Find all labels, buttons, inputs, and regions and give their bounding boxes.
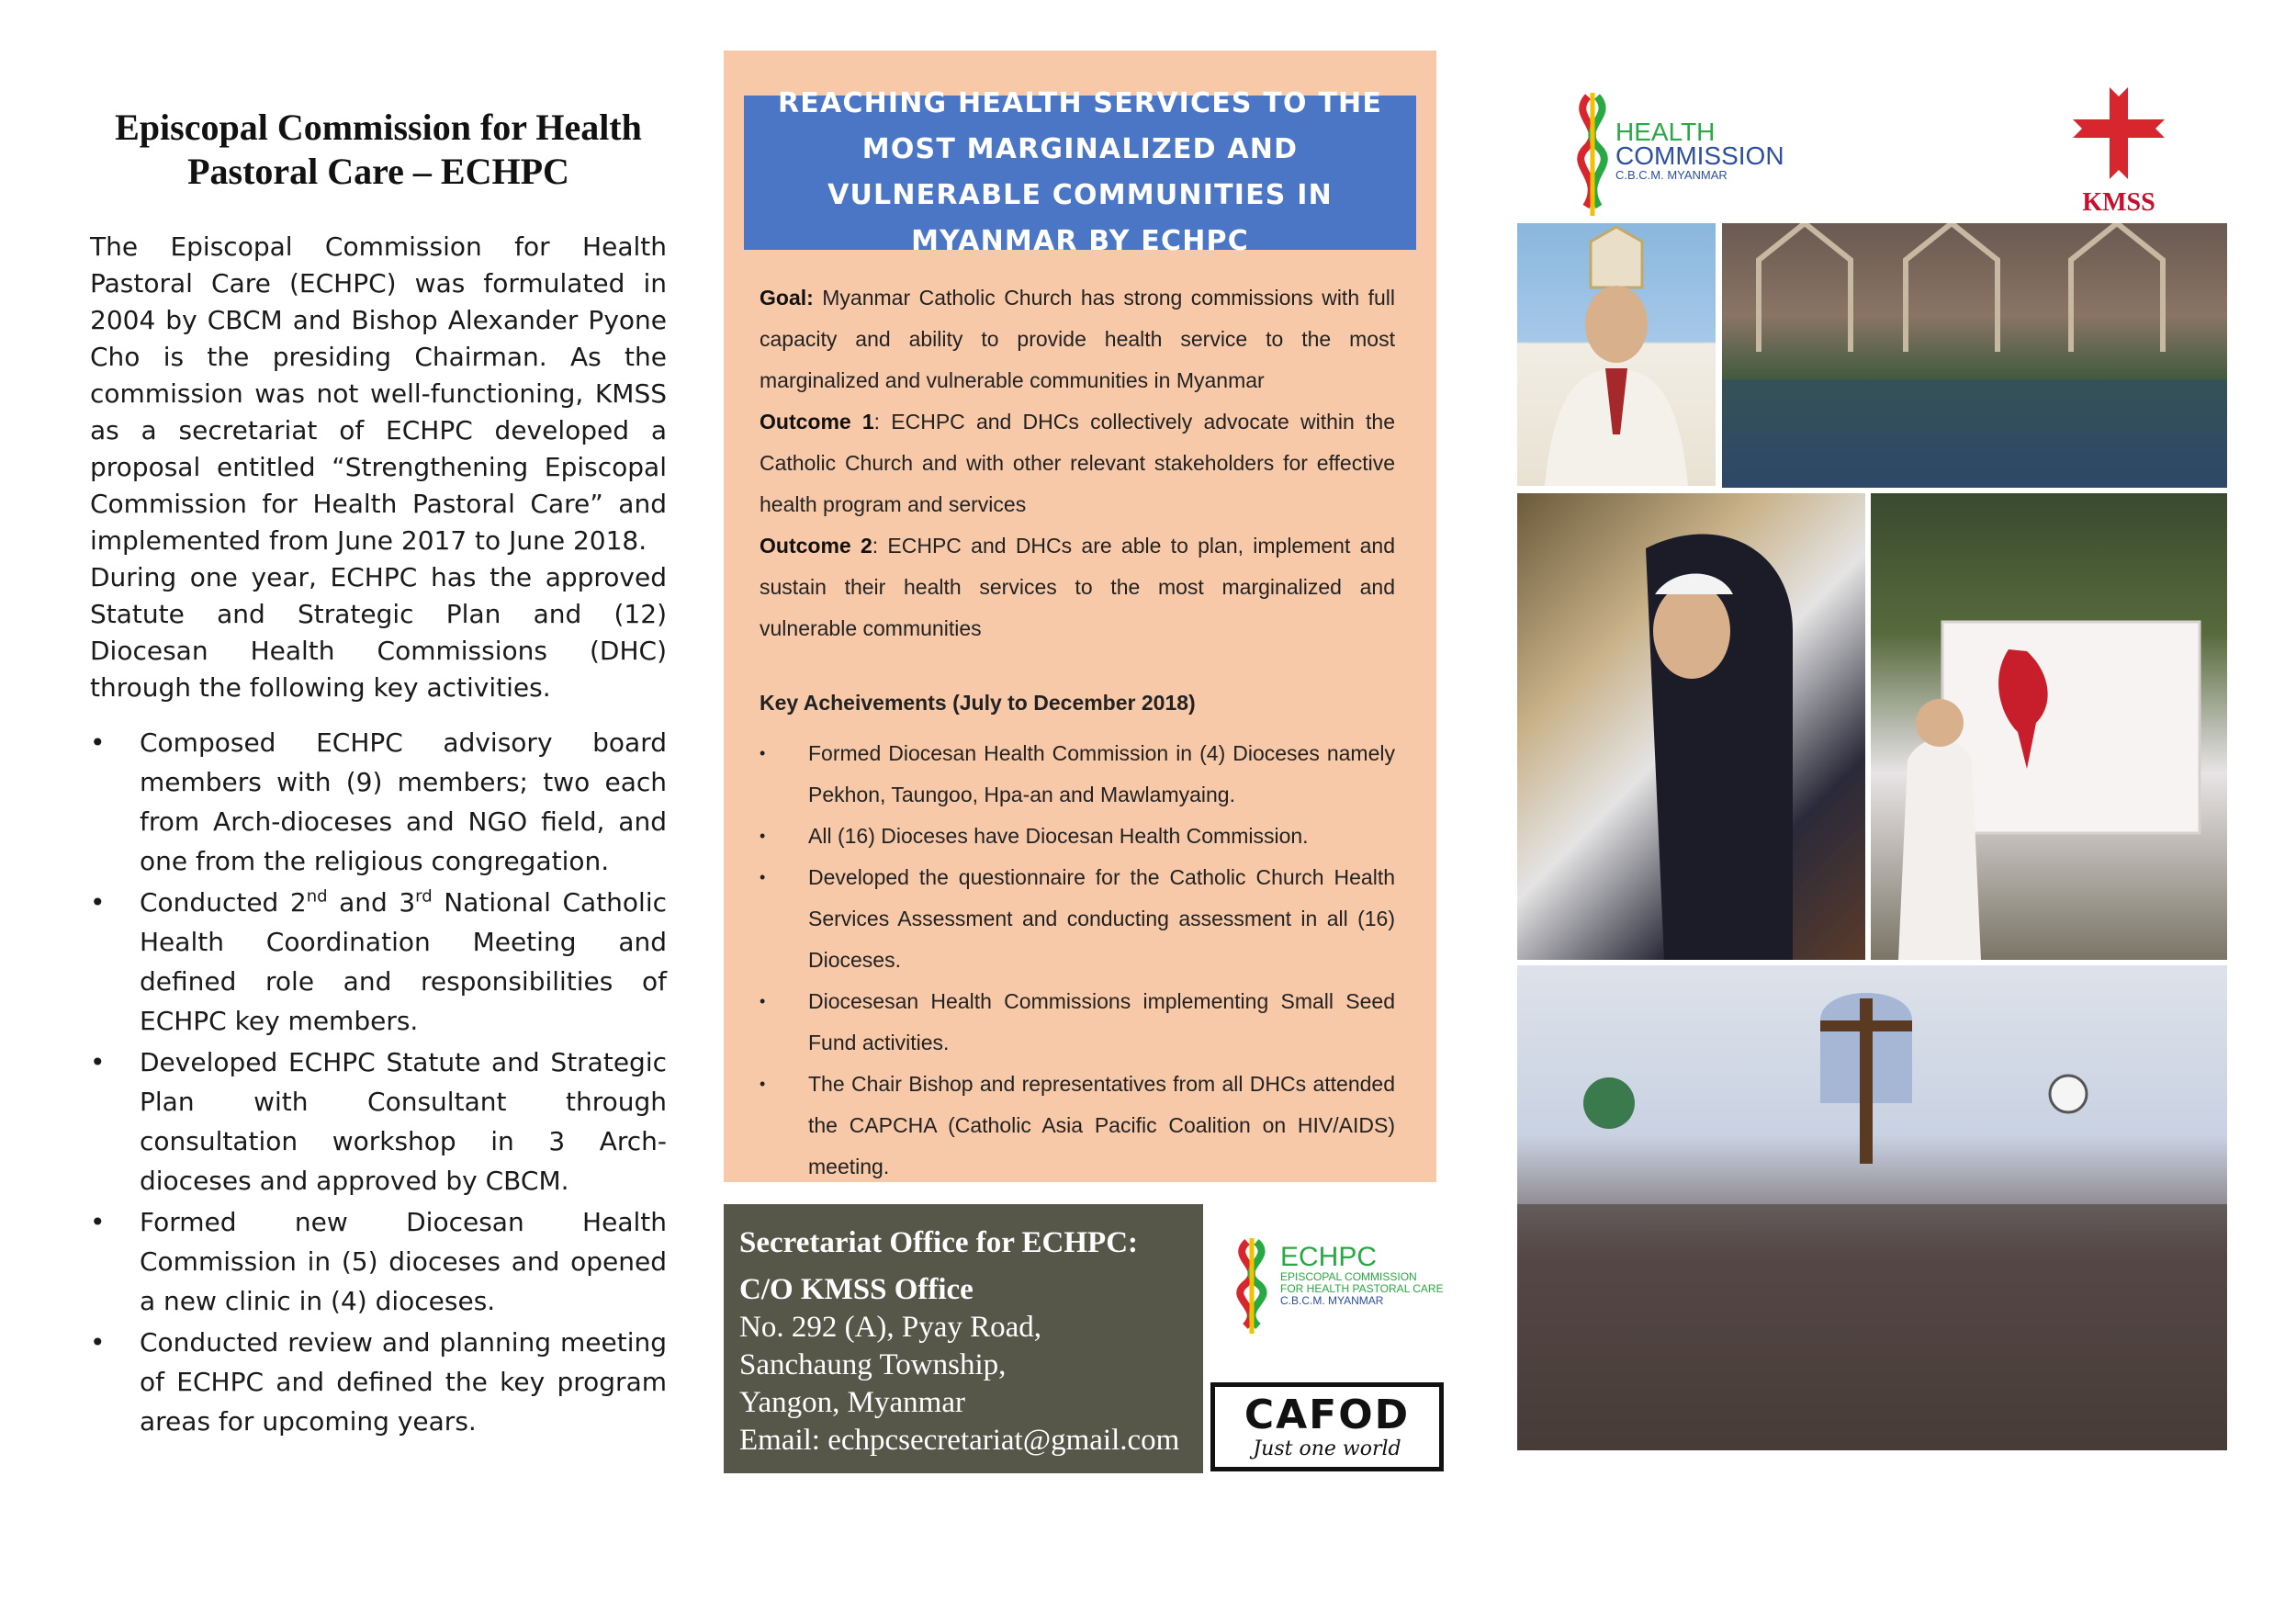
echpc-emblem-icon bbox=[1220, 1231, 1458, 1341]
cafod-tagline: Just one world bbox=[1253, 1437, 1401, 1460]
activity-item bbox=[90, 1323, 667, 1441]
goal-label: Goal: bbox=[760, 286, 814, 310]
bullet-icon: • bbox=[760, 827, 766, 845]
achievement-text: Diocesesan Health Commissions implementing Small Seed Fund activities. bbox=[808, 989, 1395, 1054]
cafod-logo bbox=[1210, 1382, 1444, 1471]
address-line-1: No. 292 (A), Pyay Road, bbox=[739, 1311, 1042, 1344]
kmss-logo bbox=[2064, 83, 2174, 220]
achievement-item bbox=[760, 857, 1395, 981]
activity-item bbox=[90, 1043, 667, 1200]
bullet-icon: • bbox=[90, 887, 106, 918]
goal-statement bbox=[760, 277, 1395, 401]
activity-text-part: National Catholic Health Coordination Meeting and defined role and responsibilities of ECHPC key members. bbox=[140, 887, 668, 1036]
left-column bbox=[90, 106, 667, 1443]
achievement-text: All (16) Dioceses have Diocesan Health Commission. bbox=[808, 824, 1309, 848]
goal-text: Myanmar Catholic Church has strong commissions with full capacity and ability to provide health service to the most marginalized and vulnerable communities in Myanmar bbox=[760, 286, 1395, 392]
intro-text bbox=[90, 229, 667, 706]
achievement-text: Formed Diocesan Health Commission in (4) Dioceses namely Pekhon, Taungoo, Hpa-an and Mawlamyaing. bbox=[808, 741, 1395, 806]
health-line-2: COMMISSION bbox=[1615, 141, 1784, 170]
achievement-item bbox=[760, 816, 1395, 857]
outcome-1 bbox=[760, 401, 1395, 525]
address-line-2: Sanchaung Township, bbox=[739, 1348, 1007, 1381]
activity-text-part: and 3 bbox=[327, 887, 416, 918]
caritas-cross-icon bbox=[2068, 83, 2169, 184]
cafod-name: CAFOD bbox=[1244, 1392, 1411, 1438]
activities-list bbox=[90, 723, 667, 1441]
achievements-heading: Key Acheivements (July to December 2018) bbox=[760, 691, 1196, 715]
bishop-portrait-photo bbox=[1517, 223, 1716, 486]
banner-heading bbox=[744, 87, 1416, 257]
bullet-icon: • bbox=[760, 992, 766, 1010]
address-line-3: Yangon, Myanmar bbox=[739, 1386, 965, 1419]
goals-panel bbox=[724, 51, 1436, 1182]
achievements-list bbox=[760, 733, 1395, 1188]
health-line-3: C.B.C.M. MYANMAR bbox=[1615, 168, 1728, 182]
goals-body bbox=[760, 277, 1395, 1188]
activity-text bbox=[140, 887, 667, 1036]
outcome-1-label: Outcome 1 bbox=[760, 410, 874, 434]
echpc-name: ECHPC bbox=[1280, 1242, 1378, 1272]
activity-item bbox=[90, 1202, 667, 1321]
bullet-icon: • bbox=[760, 1075, 766, 1093]
activity-item bbox=[90, 883, 667, 1041]
activity-text: Developed ECHPC Statute and Strategic Plan with Consultant through consultation workshop in 3 Arch-dioceses and approved by CBCM. bbox=[140, 1047, 667, 1196]
nurse-treating-patient-photo bbox=[1517, 493, 1865, 960]
health-line-1: HEALTH bbox=[1615, 118, 1716, 146]
achievement-text: Developed the questionnaire for the Catholic Church Health Services Assessment and conducting assessment in all (16) Dioceses. bbox=[808, 865, 1395, 972]
kmss-name: KMSS bbox=[2082, 188, 2155, 217]
ordinal-suffix: rd bbox=[415, 886, 433, 907]
achievement-item bbox=[760, 1064, 1395, 1188]
intro-paragraph-2: During one year, ECHPC has the approved Statute and Strategic Plan and (12) Diocesan Health Commissions (DHC) through the following key activities. bbox=[90, 562, 667, 703]
secretariat-heading: Secretariat Office for ECHPC: bbox=[739, 1226, 1139, 1259]
echpc-subtitle-3: C.B.C.M. MYANMAR bbox=[1280, 1294, 1384, 1307]
outcome-2-label: Outcome 2 bbox=[760, 534, 872, 558]
echpc-subtitle-1: EPISCOPAL COMMISSION bbox=[1280, 1270, 1417, 1283]
crucifix-icon bbox=[1517, 965, 2227, 1450]
intro-paragraph-1: The Episcopal Commission for Health Pastoral Care (ECHPC) was formulated in 2004 by CBCM and Bishop Alexander Pyone Cho is the presiding Chairman. As the commission was not well-functioning, KMSS as a secretariat of ECHPC developed a proposal entitled “Strengthening Episcopal Commission for Health Pastoral Care” and implemented from June 2017 to June 2018. bbox=[90, 231, 667, 556]
activity-text: Conducted review and planning meeting of ECHPC and defined the key program areas for upcoming years. bbox=[140, 1327, 667, 1437]
activity-item bbox=[90, 723, 667, 881]
activity-text: Composed ECHPC advisory board members with (9) members; two each from Arch-dioceses and NGO field, and one from the religious congregation. bbox=[140, 727, 667, 876]
priest-speaking-photo bbox=[1871, 493, 2227, 960]
health-commission-logo bbox=[1568, 87, 1797, 225]
health-commission-emblem-icon bbox=[1568, 87, 1797, 225]
bullet-icon: • bbox=[90, 1047, 106, 1077]
secretariat-office: C/O KMSS Office bbox=[739, 1273, 974, 1306]
bullet-icon: • bbox=[90, 1327, 106, 1358]
achievement-item bbox=[760, 733, 1395, 816]
ordinal-suffix: nd bbox=[306, 886, 328, 907]
banner-text: REACHING HEALTH SERVICES TO THE MOST MARGINALIZED AND VULNERABLE COMMUNITIES IN MYANMAR BY ECHPC bbox=[777, 87, 1383, 257]
page-title: Episcopal Commission for Health Pastoral Care – ECHPC bbox=[115, 107, 642, 192]
nurse-figure-icon bbox=[1517, 493, 1865, 960]
outcome-2-text: : ECHPC and DHCs are able to plan, implement and sustain their health services to the most marginalized and vulnerable communities bbox=[760, 534, 1395, 640]
echpc-logo bbox=[1220, 1231, 1458, 1341]
email-text: Email: echpcsecretariat@gmail.com bbox=[739, 1424, 1180, 1457]
bullet-icon: • bbox=[760, 868, 766, 886]
bullet-icon: • bbox=[90, 727, 106, 758]
church-arches-icon bbox=[1722, 223, 2227, 488]
activity-text-part: Conducted 2 bbox=[140, 887, 307, 918]
bishop-figure-icon bbox=[1517, 223, 1716, 486]
ribbon-banner-icon bbox=[1871, 493, 2227, 960]
bullet-icon: • bbox=[760, 744, 766, 762]
echpc-subtitle-2: FOR HEALTH PASTORAL CARE bbox=[1280, 1282, 1444, 1295]
outcome-2 bbox=[760, 525, 1395, 649]
secretariat-contact-box bbox=[724, 1204, 1203, 1473]
achievement-text: The Chair Bishop and representatives from all DHCs attended the CAPCHA (Catholic Asia Pacific Coalition on HIV/AIDS) meeting. bbox=[808, 1072, 1395, 1178]
chapel-group-photo bbox=[1517, 965, 2227, 1450]
outcome-1-text: : ECHPC and DHCs collectively advocate within the Catholic Church and with other relevant stakeholders for effective health program and services bbox=[760, 410, 1395, 516]
bullet-icon: • bbox=[90, 1207, 106, 1237]
activity-text: Formed new Diocesan Health Commission in (5) dioceses and opened a new clinic in (4) dioceses. bbox=[140, 1207, 667, 1316]
achievement-item bbox=[760, 981, 1395, 1064]
church-group-photo bbox=[1722, 223, 2227, 488]
